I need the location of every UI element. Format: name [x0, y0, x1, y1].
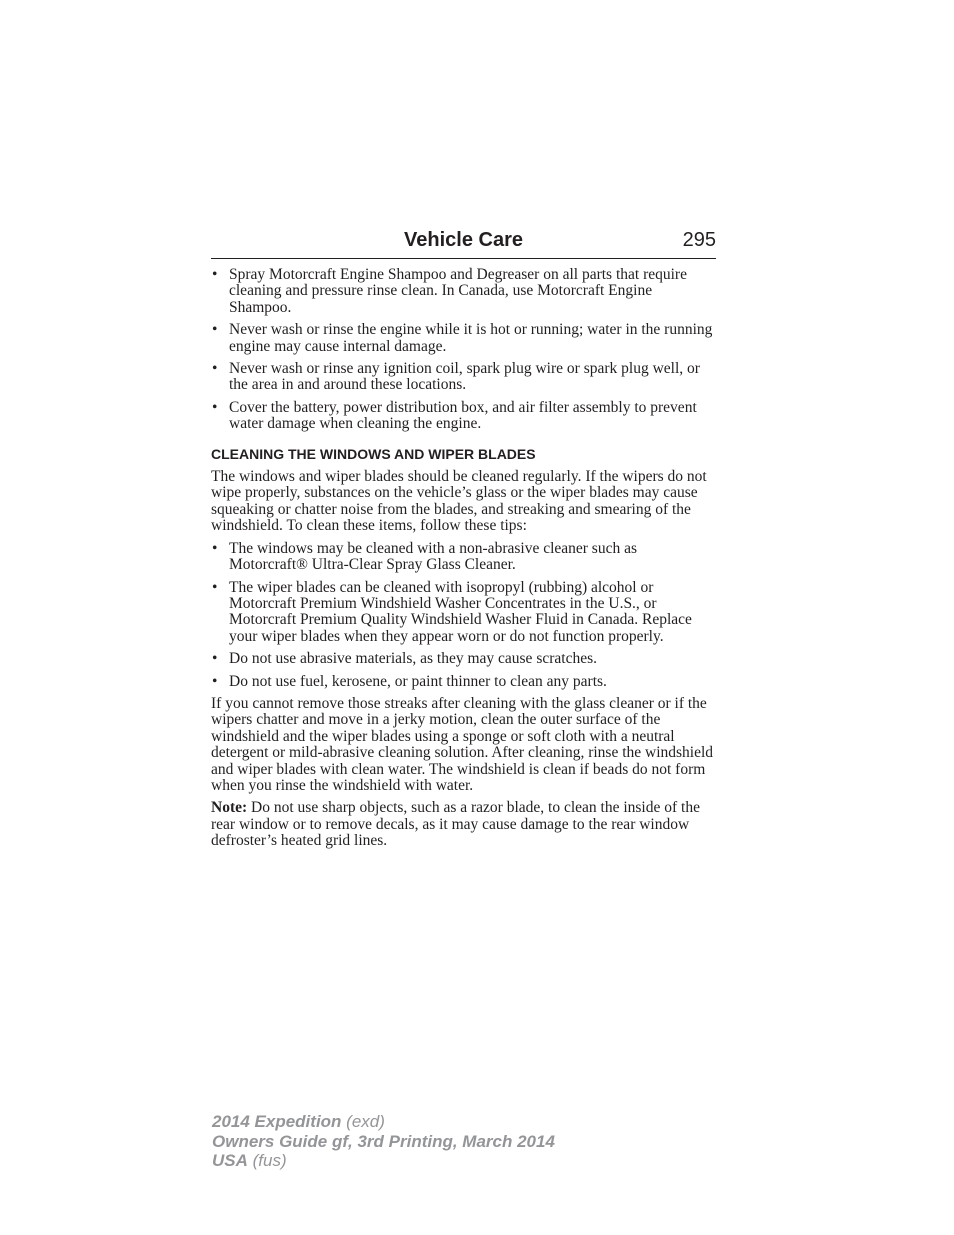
page-title: Vehicle Care: [404, 229, 523, 251]
list-item-text: Do not use abrasive materials, as they may cause scratches.: [229, 650, 597, 668]
footer-market-line: [212, 1151, 555, 1171]
footer-model: 2014 Expedition: [212, 1112, 342, 1131]
list-item-text: Do not use fuel, kerosene, or paint thinner to clean any parts.: [229, 672, 607, 690]
footer-market-code: (fus): [247, 1151, 287, 1170]
footer-guide-line: Owners Guide gf, 3rd Printing, March 2014: [212, 1131, 555, 1151]
intro-paragraph: The windows and wiper blades should be cleaned regularly. If the wipers do not wipe properly, substances on the vehicle’s glass or the wiper blades may cause squeaking or chatter noise from the blades, and streaking and smearing of the windshield. To clean these items, follow these tips:: [211, 468, 707, 535]
list-item: [211, 541, 716, 574]
list-item-text: Cover the battery, power distribution box, and air filter assembly to prevent water damage when cleaning the engine.: [229, 398, 697, 433]
bullet-icon: •: [212, 360, 218, 378]
page-header: [211, 228, 716, 259]
list-item: [211, 361, 716, 394]
footer-market: USA: [212, 1151, 248, 1170]
list-item: [211, 267, 716, 316]
note-label: Note:: [211, 799, 248, 817]
list-item-text: The wiper blades can be cleaned with isopropyl (rubbing) alcohol or Motorcraft Premium Windshield Washer Concentrates in the U.S., or Motorcraft Premium Quality Windshield Washer Fluid in Canada. Replace your wiper blades when they appear worn or do not function properly.: [229, 578, 692, 645]
engine-cleaning-list: [211, 267, 716, 433]
page-footer: [212, 1112, 555, 1171]
bullet-icon: •: [212, 578, 218, 596]
list-item: [211, 674, 716, 690]
list-item-text: Never wash or rinse the engine while it is hot or running; water in the running engine may cause internal damage.: [229, 321, 713, 355]
section-heading: CLEANING THE WINDOWS AND WIPER BLADES: [211, 445, 536, 462]
footer-model-code: (exd): [341, 1112, 385, 1131]
list-item: [211, 580, 716, 646]
list-item-text: Never wash or rinse any ignition coil, spark plug wire or spark plug well, or the area in and around these locations.: [229, 360, 700, 394]
bullet-icon: •: [212, 672, 218, 690]
streaks-paragraph: If you cannot remove those streaks after cleaning with the glass cleaner or if the wipers chatter and move in a jerky motion, clean the outer surface of the windshield and the wiper blades using a sponge or soft cloth with a neutral detergent or mild-abrasive cleaning solution. After cleaning, rinse the windshield and wiper blades with clean water. The windshield is clean if beads do not form when you rinse the windshield with water.: [211, 694, 714, 794]
footer-model-line: [212, 1112, 555, 1132]
list-item-text: Spray Motorcraft Engine Shampoo and Degreaser on all parts that require cleaning and pressure rinse clean. In Canada, use Motorcraft Engine Shampoo.: [229, 266, 687, 316]
list-item: [211, 400, 716, 433]
list-item-text: The windows may be cleaned with a non-abrasive cleaner such as Motorcraft® Ultra-Clear Spray Glass Cleaner.: [229, 539, 638, 574]
page-body: [211, 267, 716, 856]
window-cleaning-tips-list: [211, 541, 716, 690]
list-item: [211, 322, 716, 355]
bullet-icon: •: [212, 266, 218, 283]
bullet-icon: •: [212, 321, 218, 339]
list-item: [211, 651, 716, 667]
bullet-icon: •: [212, 650, 218, 668]
bullet-icon: •: [212, 539, 218, 557]
page-number: 295: [682, 229, 716, 251]
bullet-icon: •: [212, 398, 218, 416]
note-text: Do not use sharp objects, such as a razor blade, to clean the inside of the rear window or to remove decals, as it may cause damage to the rear window defroster’s heated grid lines.: [211, 799, 700, 850]
note-paragraph: [211, 800, 716, 849]
